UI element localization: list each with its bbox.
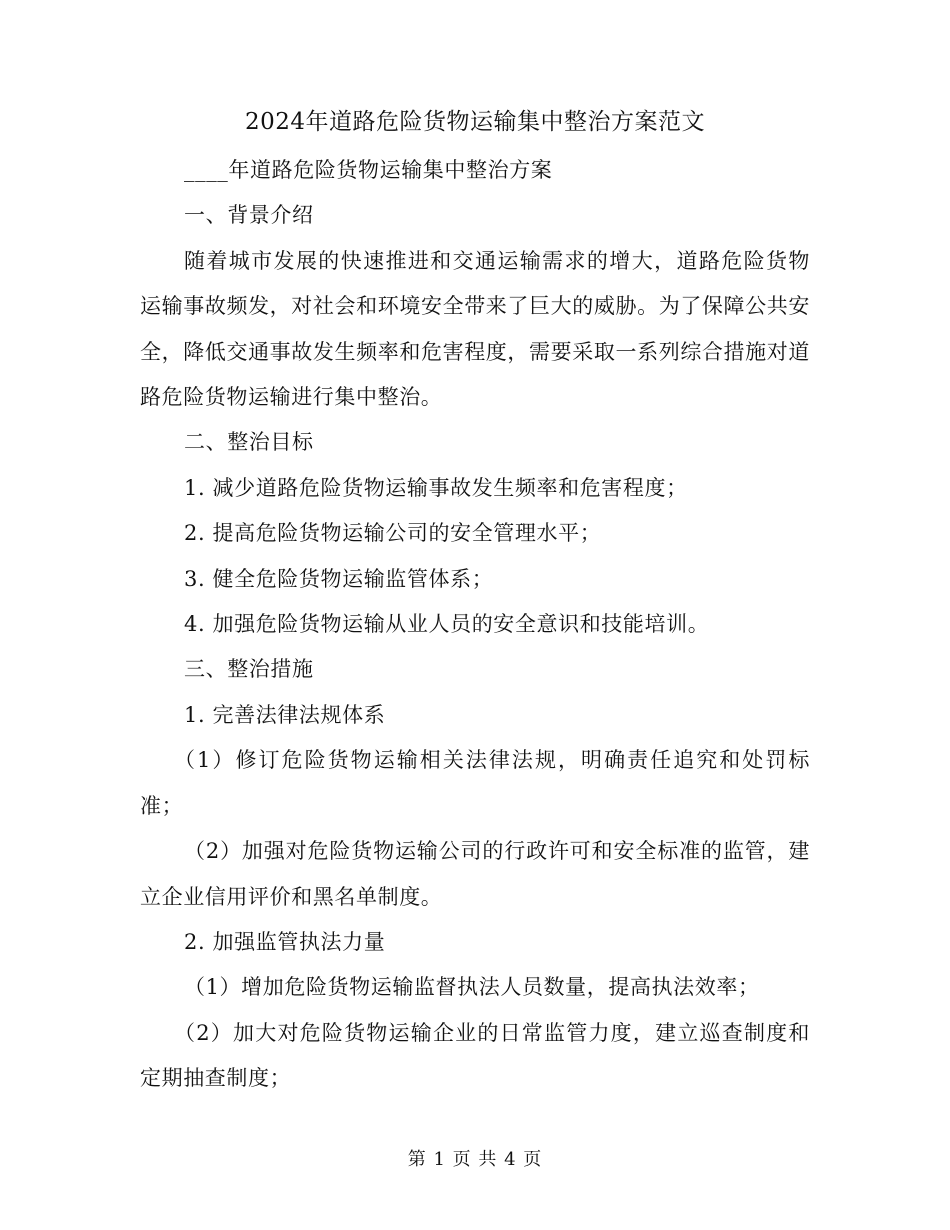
document-title: 2024年道路危险货物运输集中整治方案范文 xyxy=(244,109,706,135)
section-heading-goals: 二、整治目标 xyxy=(184,430,314,455)
goal-item: 4. 加强危险货物运输从业人员的安全意识和技能培训。 xyxy=(184,612,710,637)
goal-item: 1. 减少道路危险货物运输事故发生频率和危害程度； xyxy=(184,475,688,500)
section-heading-background: 一、背景介绍 xyxy=(184,203,314,228)
background-paragraph: 随着城市发展的快速推进和交通运输需求的增大，道路危险货物运输事故频发，对社会和环境安全带来了巨大的威胁。为了保障公共安全，降低交通事故发生频率和危害程度，需要采取一系列综合措施对道路危险货物运输进行集中整治。 xyxy=(140,248,810,410)
plan-heading: ____年道路危险货物运输集中整治方案 xyxy=(184,158,553,182)
document-body xyxy=(140,148,810,1102)
measure-heading: 2. 加强监管执法力量 xyxy=(184,929,386,954)
measure-item: （2）加大对危险货物运输企业的日常监管力度，建立巡查制度和定期抽查制度； xyxy=(140,1020,810,1091)
measure-item: （2）加强对危险货物运输公司的行政许可和安全标准的监管，建立企业信用评价和黑名单制度。 xyxy=(140,839,810,909)
goal-item: 3. 健全危险货物运输监管体系； xyxy=(184,566,494,591)
section-heading-measures: 三、整治措施 xyxy=(184,657,314,682)
measure-item: （1）增加危险货物运输监督执法人员数量，提高执法效率； xyxy=(184,975,760,1000)
page-number-footer: 第 1 页 共 4 页 xyxy=(407,1149,543,1170)
goal-item: 2. 提高危险货物运输公司的安全管理水平； xyxy=(184,521,602,546)
measure-heading: 1. 完善法律法规体系 xyxy=(184,702,386,727)
measure-item: （1）修订危险货物运输相关法律法规，明确责任追究和处罚标准； xyxy=(140,748,810,818)
